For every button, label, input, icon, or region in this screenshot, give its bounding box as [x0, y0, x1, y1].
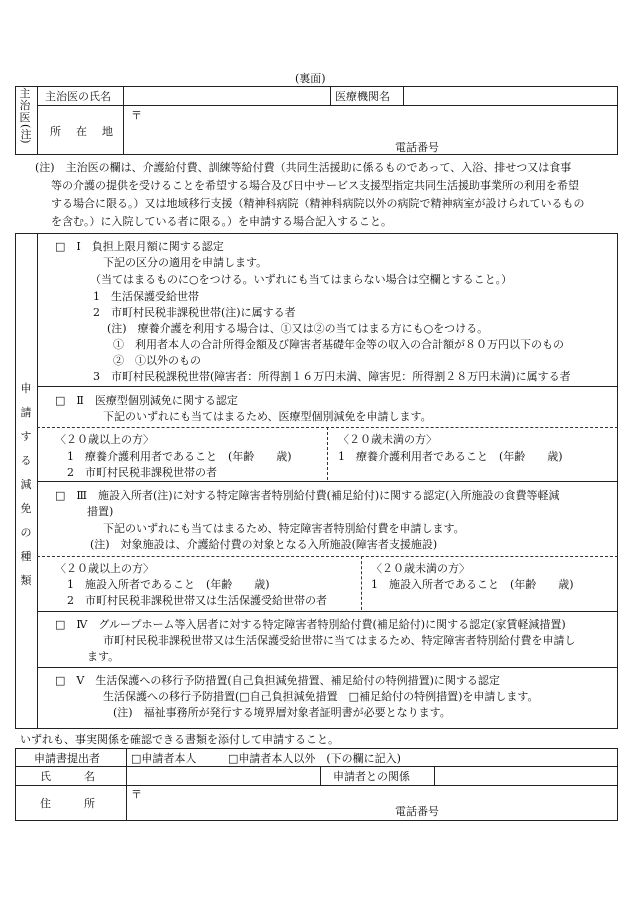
section1-sub-option-1[interactable]: ① 利用者本人の合計所得金額及び障害者基礎年金等の収入の合計額が８０万円以下のもの [113, 338, 564, 351]
section3-right-item-1[interactable]: 1 施設入所者であること (年齢 歳) [371, 578, 574, 591]
reduction-side-label: 申 請 す る 減 免 の 種 類 [20, 382, 32, 587]
doctor-note-line-2: 等の介護の提供を受けることを希望する場合及び日中サービス支援型指定共同生活援助事業所の利用を希望 [51, 179, 579, 192]
section3-left-item-2[interactable]: 2 市町村民税非課税世帯又は生活保護受給世帯の者 [67, 594, 327, 607]
section3-note: (注) 対象施設は、介護給付費の対象となる入所施設(障害者支援施設) [90, 538, 438, 551]
section1-option-1[interactable]: 1 生活保護受給世帯 [93, 290, 199, 303]
institution-field[interactable] [405, 88, 615, 104]
applicant-address-label: 住 所 [40, 797, 95, 810]
section4-line: 市町村民税非課税世帯又は生活保護受給世帯に当てはまるため、特定障害者特別給付費を申請し [103, 634, 576, 647]
section5-note: (注) 福祉事務所が発行する境界層対象者証明書が必要となります。 [113, 706, 451, 719]
applicant-phone-label: 電話番号 [395, 805, 439, 818]
section1-option-2[interactable]: 2 市町村民税非課税世帯(注)に属する者 [93, 306, 296, 319]
doctor-address-label: 所 在 地 [50, 125, 115, 138]
section3-title[interactable]: □ Ⅲ 施設入所者(注)に対する特定障害者特別給付費(補足給付)に関する認定(入所施設の食費等軽減 [55, 489, 560, 502]
section2-title[interactable]: □ Ⅱ 医療型個別減免に関する認定 [55, 394, 238, 407]
relation-label: 申請者との関係 [333, 770, 410, 783]
doctor-name-field[interactable] [125, 88, 328, 104]
doctor-note-line-1: (注) 主治医の欄は、介護給付費、訓練等給付費（共同生活援助に係るものであって、入浴、排せつ又は食事 [35, 161, 572, 174]
section1-sub-option-2[interactable]: ② ①以外のもの [113, 354, 201, 367]
section3-left-header: 〈２０歳以上の方〉 [55, 562, 154, 575]
applicant-postal-mark: 〒 [131, 788, 142, 801]
submitter-self-checkbox[interactable]: □申請者本人 [131, 752, 197, 765]
section1-option-3[interactable]: 3 市町村民税課税世帯(障害者：所得割１６万円未満、障害児：所得割２８万円未満)に属する者 [93, 370, 571, 383]
attach-note: いずれも、事実関係を確認できる書類を添付して申請すること。 [20, 733, 339, 746]
institution-label: 医療機関名 [335, 90, 390, 103]
doctor-side-label: 主 治 医 (注) [19, 87, 33, 144]
applicant-address-field[interactable] [145, 787, 610, 805]
submitter-other-checkbox[interactable]: □申請者本人以外 (下の欄に記入) [228, 752, 401, 765]
doctor-phone-label: 電話番号 [395, 141, 439, 154]
section5-line[interactable]: 生活保護への移行予防措置(□自己負担減免措置 □補足給付の特例措置)を申請します。 [103, 690, 539, 703]
section3-right-header: 〈２０歳未満の方〉 [371, 562, 470, 575]
section2-left-header: 〈２０歳以上の方〉 [55, 433, 154, 446]
section4-title[interactable]: □ Ⅳ グループホーム等入居者に対する特定障害者特別給付費(補足給付)に関する認定(家賃軽減措置) [55, 618, 566, 631]
doctor-address-field[interactable] [145, 108, 610, 138]
doctor-note-line-3: する場合に限る。）又は地域移行支援（精神科病院（精神科病院以外の病院で精神病室が設けられているもの [51, 197, 585, 210]
page-header: (裏面) [295, 72, 326, 85]
section3-line: 下記のいずれにも当てはまるため、特定障害者特別給付費を申請します。 [103, 522, 465, 535]
submitter-label: 申請書提出者 [34, 752, 100, 765]
section3-title-cont: 措置) [87, 505, 114, 518]
doctor-name-label: 主治医の氏名 [45, 90, 111, 103]
section2-left-item-1[interactable]: 1 療養介護利用者であること (年齢 歳) [67, 450, 292, 463]
section1-line-1: 下記の区分の適用を申請します。 [103, 256, 268, 269]
section2-left-item-2[interactable]: 2 市町村民税非課税世帯の者 [67, 466, 217, 479]
section2-line: 下記のいずれにも当てはまるため、医療型個別減免を申請します。 [103, 410, 432, 423]
section4-line-cont: ます。 [87, 650, 120, 663]
section5-title[interactable]: □ Ⅴ 生活保護への移行予防措置(自己負担減免措置、補足給付の特例措置)に関する認定 [55, 674, 500, 687]
applicant-name-label: 氏 名 [40, 770, 95, 783]
section2-right-item-1[interactable]: 1 療養介護利用者であること (年齢 歳) [338, 450, 563, 463]
doctor-note-line-4: を含む。）に入院している者に限る。）を申請する場合記入すること。 [51, 215, 392, 228]
section1-title[interactable]: □ Ⅰ 負担上限月額に関する認定 [55, 240, 224, 253]
relation-field[interactable] [436, 768, 616, 784]
doctor-postal-mark: 〒 [131, 109, 142, 122]
section2-right-header: 〈２０歳未満の方〉 [338, 433, 437, 446]
section1-line-2: （当てはまるものに○をつける。いずれにも当てはまらない場合は空欄とすること。） [90, 273, 513, 286]
section1-note: (注) 療養介護を利用する場合は、①又は②の当てはまる方にも○をつける。 [107, 322, 489, 335]
section3-left-item-1[interactable]: 1 施設入所者であること (年齢 歳) [67, 578, 270, 591]
applicant-name-field[interactable] [128, 768, 318, 784]
